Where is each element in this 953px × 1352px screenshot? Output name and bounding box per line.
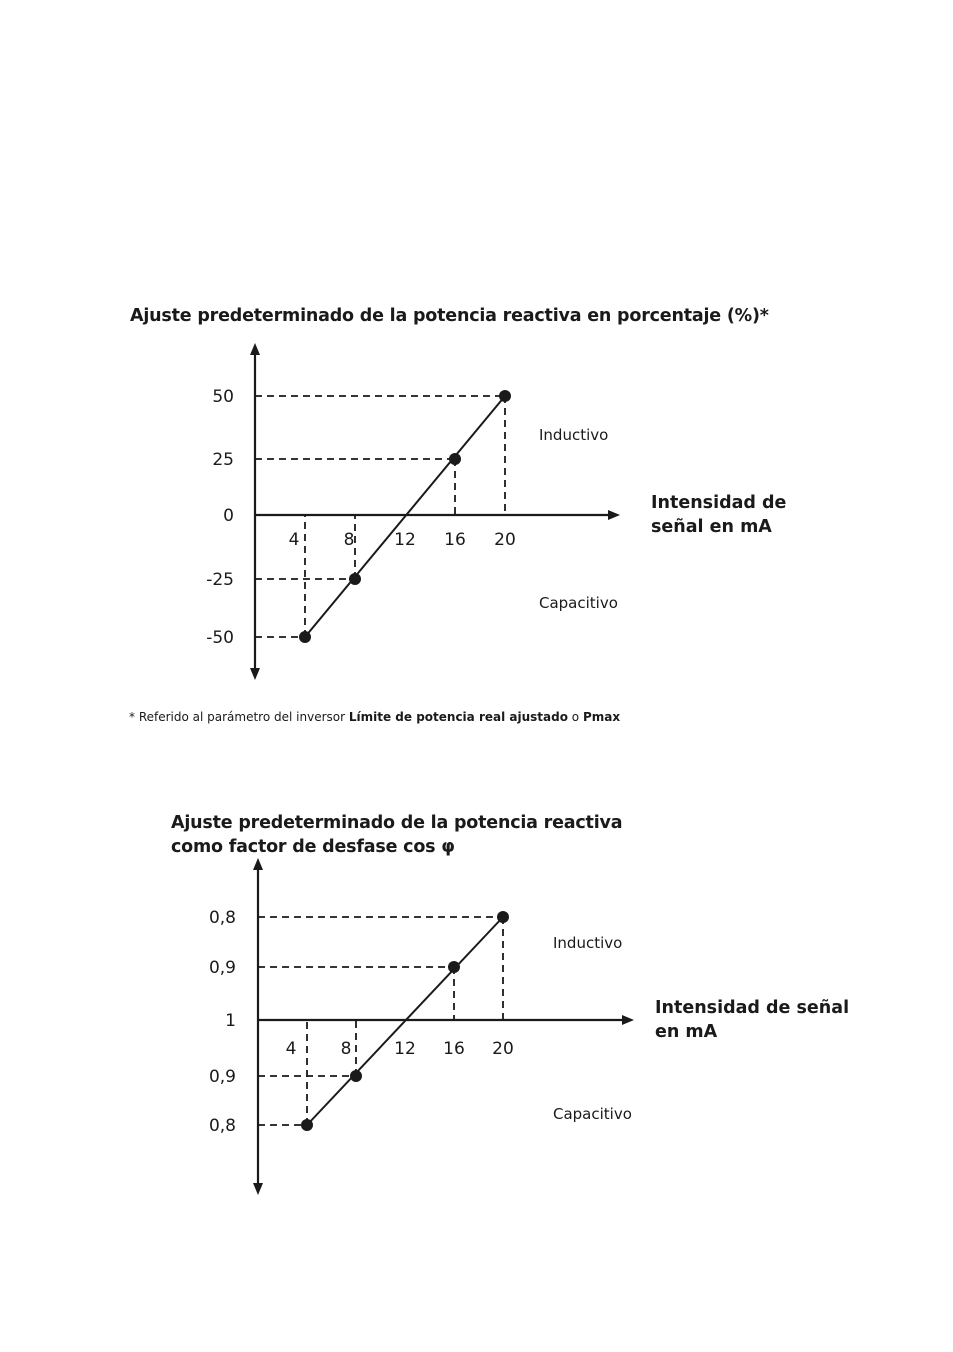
chart2-y-tick-label: 0,8 [208,908,236,928]
chart2-x-tick-label: 16 [443,1039,465,1059]
chart1-data-point [349,573,361,585]
footnote-prefix: * Referido al parámetro del inversor [129,710,349,724]
chart2-x-axis-arrow [622,1015,634,1025]
chart1-region-label-capacitive: Capacitivo [539,594,618,612]
chart1-y-tick-label: 25 [212,450,234,470]
footnote-param-2: Pmax [582,710,621,724]
chart1-y-tick-label: 0 [223,506,234,526]
chart1-data-point [499,390,511,402]
chart2-xlabel-line1: Intensidad de señal [655,998,850,1018]
chart2-y-tick-label: 1 [225,1011,236,1031]
chart2-title-line2: como factor de desfase cos φ [171,837,455,857]
chart1-data-point [299,631,311,643]
chart2-x-tick-label: 8 [340,1039,352,1059]
chart2-y-axis-arrow-down [253,1183,263,1195]
chart2-y-axis-arrow-up [253,858,263,870]
chart1-region-label-inductive: Inductivo [539,426,609,444]
chart1-y-tick-label: 50 [212,387,234,407]
chart2-data-point [301,1119,313,1131]
chart2-x-tick-label: 12 [394,1039,416,1059]
chart1-xlabel-line2: señal en mA [651,517,772,537]
chart2-y-tick-label: 0,9 [208,958,236,978]
footnote-mid: o [567,710,583,724]
chart2-region-label-capacitive: Capacitivo [553,1105,632,1123]
chart2-x-tick-label: 20 [492,1039,514,1059]
chart2-y-tick-label: 0,8 [208,1116,236,1136]
chart1-y-axis-arrow-up [250,343,260,355]
chart1-xlabel-line1: Intensidad de [651,493,787,513]
chart2-title-line1: Ajuste predeterminado de la potencia reactiva [171,813,623,833]
chart2-data-point [497,911,509,923]
chart2-data-point [448,961,460,973]
chart1-x-tick-label: 20 [494,530,516,550]
chart1-x-tick-label: 16 [444,530,466,550]
chart2-x-tick-label: 4 [285,1039,297,1059]
chart1-series-line [305,396,505,637]
chart1-x-tick-label: 12 [394,530,416,550]
footnote-param-1: Límite de potencia real ajustado [348,710,568,724]
chart2-y-tick-label: 0,9 [208,1067,236,1087]
chart1-x-tick-label: 8 [343,530,355,550]
chart1-data-point [449,453,461,465]
chart2-xlabel-line2: en mA [655,1022,718,1042]
chart1-y-tick-label: -25 [206,570,234,590]
chart1-y-tick-label: -50 [206,628,234,648]
chart2-data-point [350,1070,362,1082]
chart1-x-axis-arrow [608,510,620,520]
chart2-region-label-inductive: Inductivo [553,934,623,952]
chart1-title: Ajuste predeterminado de la potencia reactiva en porcentaje (%)* [130,306,769,326]
chart1-y-axis-arrow-down [250,668,260,680]
chart1-x-tick-label: 4 [288,530,300,550]
